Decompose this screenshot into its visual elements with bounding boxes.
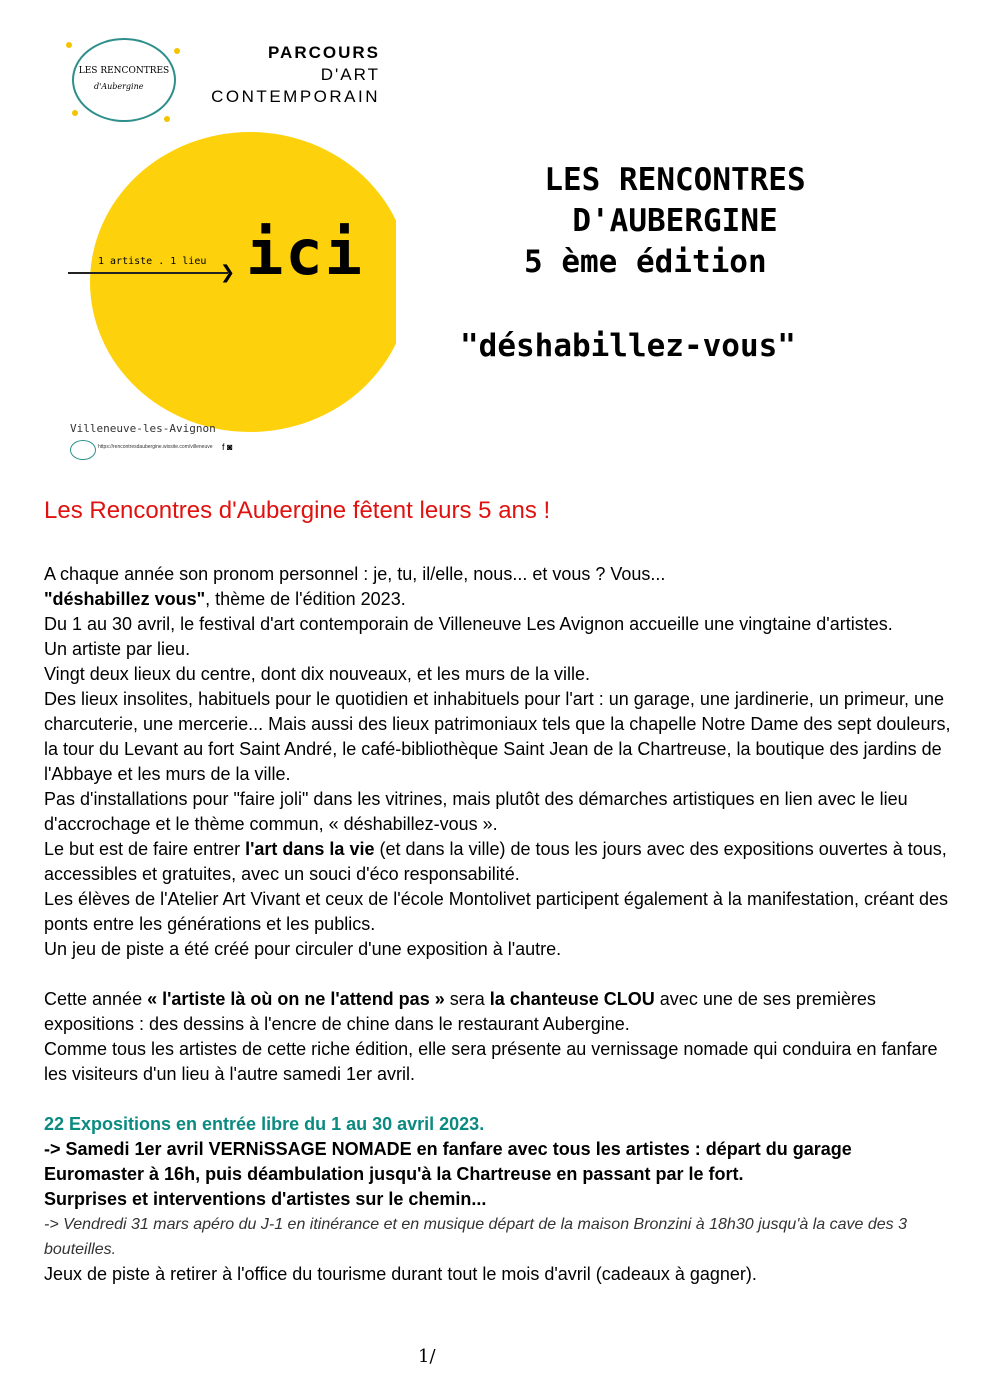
arrow-line (68, 272, 228, 274)
edition-label: 5 ème édition (524, 244, 767, 280)
paragraph: Pas d'installations pour "faire joli" dans les vitrines, mais plutôt des démarches artistiques en lien avec le lieu d'accrochage et le thème commun, « déshabillez-vous ». (44, 789, 908, 834)
emphasis: Surprises et interventions d'artistes sur le chemin... (44, 1189, 487, 1209)
spacer (44, 962, 954, 987)
logo-dot (72, 110, 78, 116)
logo-ring (72, 38, 176, 122)
text-span: , thème de l'édition 2023. (205, 589, 406, 609)
paragraph: Des lieux insolites, habituels pour le quotidien et inhabituels pour l'art : un garage, une jardinerie, un primeur, une charcuterie, une mercerie... Mais aussi des lieux patrimoniaux tels que la chapelle Notre Dame des sept douleurs, la tour du Levant au fort Saint André, le café-bibliothèque Saint Jean de la Chartreuse, la boutique des jardins de l'Abbaye et les murs de la ville. (44, 689, 951, 784)
paragraph (44, 1187, 954, 1212)
artist-lieu-tagline: 1 artiste . 1 lieu (98, 256, 207, 267)
parcours-line-1: PARCOURS (267, 43, 380, 62)
spacer (44, 1087, 954, 1112)
paragraph (44, 587, 954, 612)
event-title (440, 160, 910, 242)
location-label: Villeneuve-les-Avignon (70, 422, 216, 435)
italic-note: -> Vendredi 31 mars apéro du J-1 en itinérance et en musique départ de la maison Bronzini à 18h30 jusqu'à la cave des 3 bouteilles. (44, 1216, 907, 1258)
parcours-label (211, 42, 380, 108)
paragraph: Vingt deux lieux du centre, dont dix nouveaux, et les murs de la ville. (44, 664, 590, 684)
text-span: (et dans la ville) de tous les jours avec des expositions ouvertes à tous, accessibles et gratuites, avec un souci d'éco responsabilité. (44, 839, 947, 884)
website-url: https://rencontresdaubergine.wixsite.com/villeneuve (98, 444, 213, 450)
headline: Les Rencontres d'Aubergine fêtent leurs 5 ans ! (44, 497, 551, 524)
text-span: Cette année (44, 989, 148, 1009)
mini-logo (70, 440, 96, 460)
paragraph: Un artiste par lieu. (44, 639, 191, 659)
emphasis: l'art dans la vie (245, 839, 375, 859)
text-span: avec une de ses premières expositions : des dessins à l'encre de chine dans le restaurant Aubergine. (44, 989, 876, 1034)
paragraph (44, 987, 954, 1037)
article-body (44, 562, 954, 1287)
paragraph (44, 1137, 954, 1187)
theme-emphasis: "déshabillez vous" (44, 589, 206, 609)
logo-text: LES RENCONTRES (78, 66, 170, 76)
paragraph: A chaque année son pronom personnel : je, tu, il/elle, nous... et vous ? Vous... (44, 564, 666, 584)
emphasis: « l'artiste là où on ne l'attend pas » (147, 989, 445, 1009)
social-icons: f ◙ (222, 442, 233, 452)
parcours-line-3: CONTEMPORAIN (211, 87, 380, 106)
theme-label: "déshabillez-vous" (460, 328, 796, 364)
logo-dot (174, 48, 180, 54)
event-poster (60, 30, 400, 470)
logo-dot (66, 42, 72, 48)
emphasis: la chanteuse CLOU (489, 989, 655, 1009)
event-title-line-1: LES RENCONTRES (544, 162, 806, 198)
page-number: 1/ (418, 1346, 436, 1367)
paragraph: Un jeu de piste a été créé pour circuler d'une exposition à l'autre. (44, 939, 562, 959)
emphasis: -> Samedi 1er avril VERNiSSAGE NOMADE en fanfare avec tous les artistes : départ du garage Euromaster à 16h, puis déambulation jusqu'à la Chartreuse en passant par le fort. (44, 1139, 852, 1184)
paragraph (44, 837, 954, 887)
arrow-right-icon: ❯ (220, 262, 236, 283)
event-title-line-2: D'AUBERGINE (572, 203, 778, 239)
parcours-line-2: D'ART (320, 65, 380, 84)
paragraph: Comme tous les artistes de cette riche édition, elle sera présente au vernissage nomade qui conduira en fanfare les visiteurs d'un lieu à l'autre samedi 1er avril. (44, 1039, 938, 1084)
logo-subtitle: d'Aubergine (94, 82, 144, 91)
paragraph: Du 1 au 30 avril, le festival d'art contemporain de Villeneuve Les Avignon accueille une vingtaine d'artistes. (44, 614, 893, 634)
ici-wordmark: ici (246, 216, 364, 289)
logo-dot (164, 116, 170, 122)
text-span: sera (444, 989, 490, 1009)
paragraph: Les élèves de l'Atelier Art Vivant et ceux de l'école Montolivet participent également à la manifestation, créant des ponts entre les générations et les publics. (44, 889, 949, 934)
exhibitions-heading: 22 Expositions en entrée libre du 1 au 30 avril 2023. (44, 1114, 485, 1134)
text-span: Le but est de faire entrer (44, 839, 246, 859)
paragraph: Jeux de piste à retirer à l'office du tourisme durant tout le mois d'avril (cadeaux à gagner). (44, 1264, 757, 1284)
